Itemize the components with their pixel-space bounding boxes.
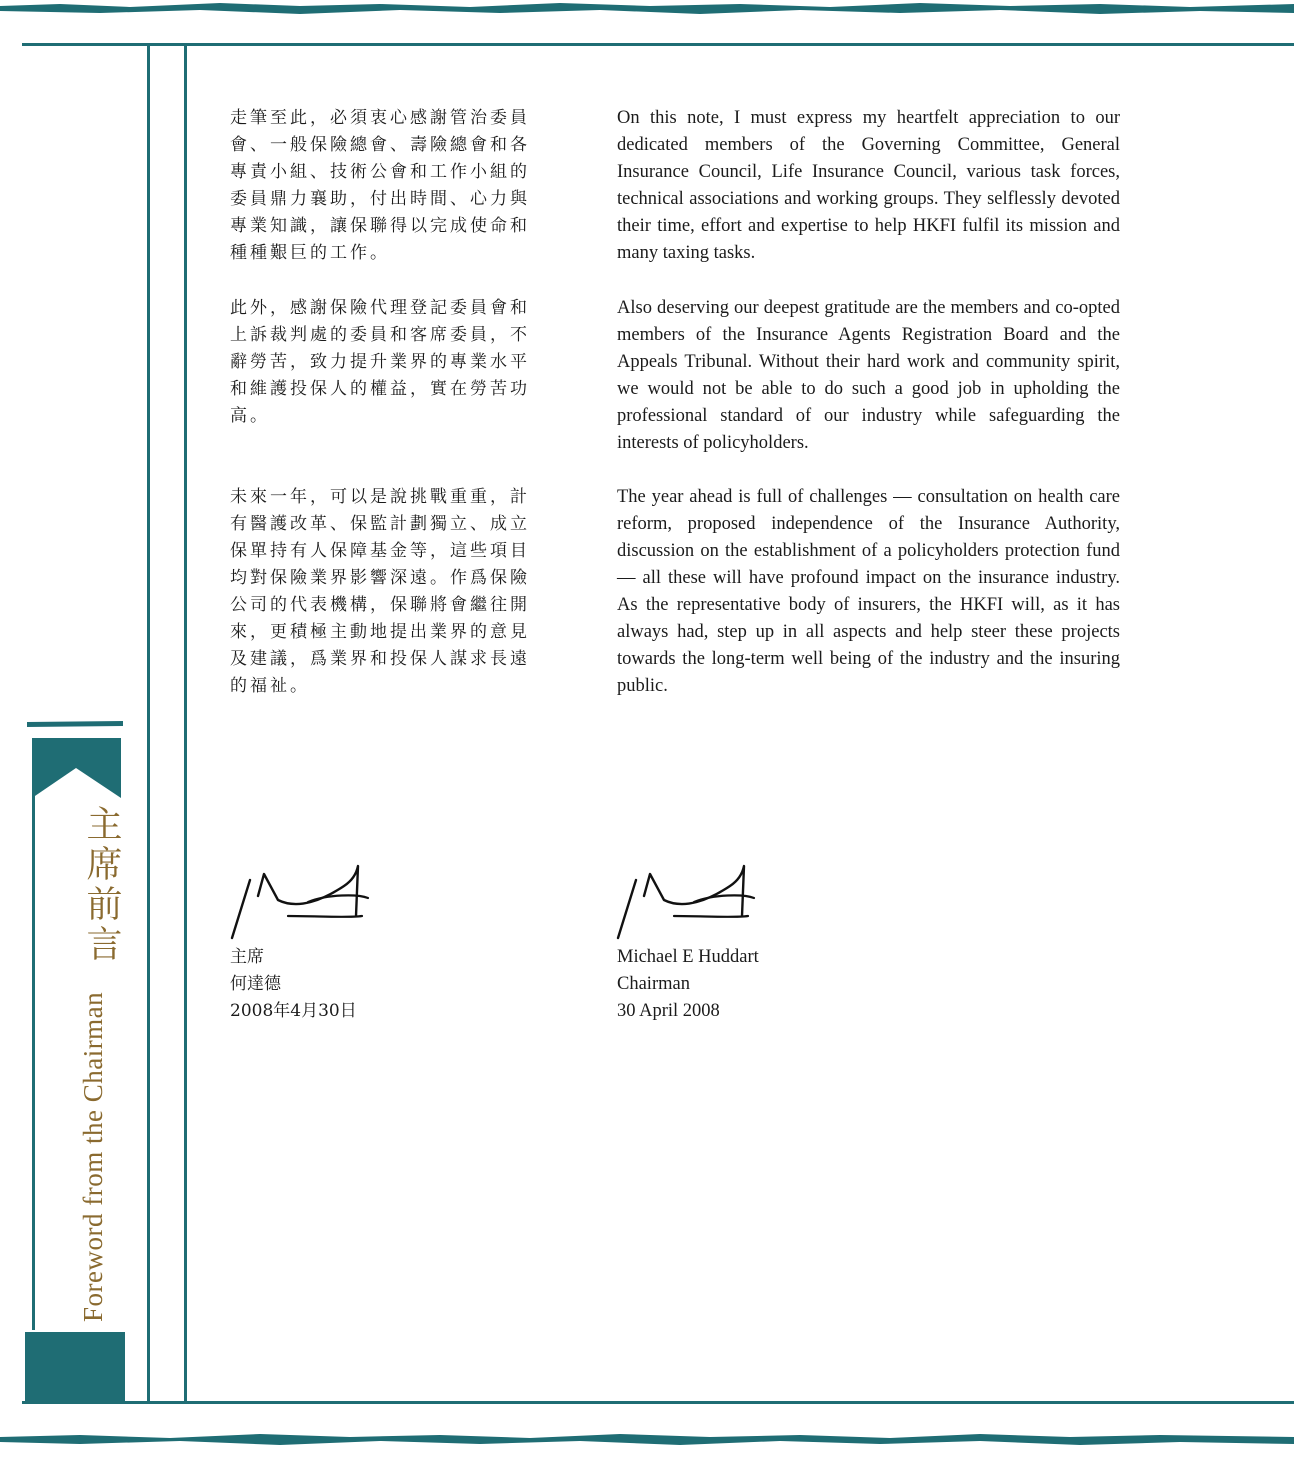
chinese-paragraph-1: 走筆至此，必須衷心感謝管治委員會、一般保險總會、壽險總會和各專責小組、技術公會和工作小組的委員鼎力襄助，付出時間、心力與專業知識，讓保聯得以完成使命和種種艱巨的工作。 [230, 108, 530, 263]
english-signoff [617, 944, 759, 1025]
signoff-name-english: Michael E Huddart [617, 947, 759, 967]
signoff-title-english: Chairman [617, 974, 690, 994]
top-brush-border [0, 0, 1294, 16]
signoff-title-chinese: 主席 [230, 947, 264, 967]
signoff-name-chinese: 何達德 [230, 974, 281, 994]
chinese-paragraph-3: 未來一年，可以是說挑戰重重，計有醫護改革、保監計劃獨立、成立保單持有人保障基金等，這些項目均對保險業界影響深遠。作爲保險公司的代表機構，保聯將會繼往開來，更積極主動地提出業界的意見及建議，爲業界和投保人謀求長遠的福祉。 [230, 487, 530, 696]
margin-vertical-rule [184, 45, 187, 1403]
english-paragraph-1: On this note, I must express my heartfelt appreciation to our dedicated members of the Governing Committee, General Insurance Council, Life Insurance Council, various task forces, technical associations and working groups. They selflessly devoted their time, effort and expertise to help HKFI fulfil its mission and many taxing tasks. [617, 108, 1120, 263]
bottom-brush-border [0, 1432, 1294, 1448]
english-paragraph-3: The year ahead is full of challenges — consultation on health care reform, proposed independence of the Insurance Authority, discussion on the establishment of a policyholders protection fund — all these will have profound impact on the insurance industry. As the representative body of insurers, the HKFI will, as it has always had, step up in all aspects and help steer these projects towards the long-term well being of the industry and the insuring public. [617, 487, 1120, 696]
bottom-rule [22, 1401, 1294, 1404]
page-number: 5 [124, 1378, 133, 1397]
side-tab-title-english: Foreword from the Chairman [78, 991, 108, 1322]
english-paragraph-2: Also deserving our deepest gratitude are the members and co-opted members of the Insurance Agents Registration Board and the Appeals Tribunal. Without their hard work and community spirit, we would not be able to do such a good job in upholding the professional standard of our industry while safeguarding the interests of policyholders. [617, 298, 1120, 453]
signoff-date-english: 30 April 2008 [617, 1001, 720, 1021]
left-vertical-rule [147, 45, 150, 1403]
top-rule [22, 43, 1294, 46]
side-tab-title-chinese: 主席前言 [81, 805, 122, 965]
chinese-signoff [230, 944, 357, 1025]
chinese-paragraph-2: 此外，感謝保險代理登記委員會和上訴裁判處的委員和客席委員，不辭勞苦，致力提升業界的專業水平和維護投保人的權益，實在勞苦功高。 [230, 298, 530, 426]
chairman-signature-chinese [228, 858, 378, 944]
signoff-date-chinese: 2008年4月30日 [230, 1001, 357, 1021]
chairman-signature-english [614, 858, 764, 944]
